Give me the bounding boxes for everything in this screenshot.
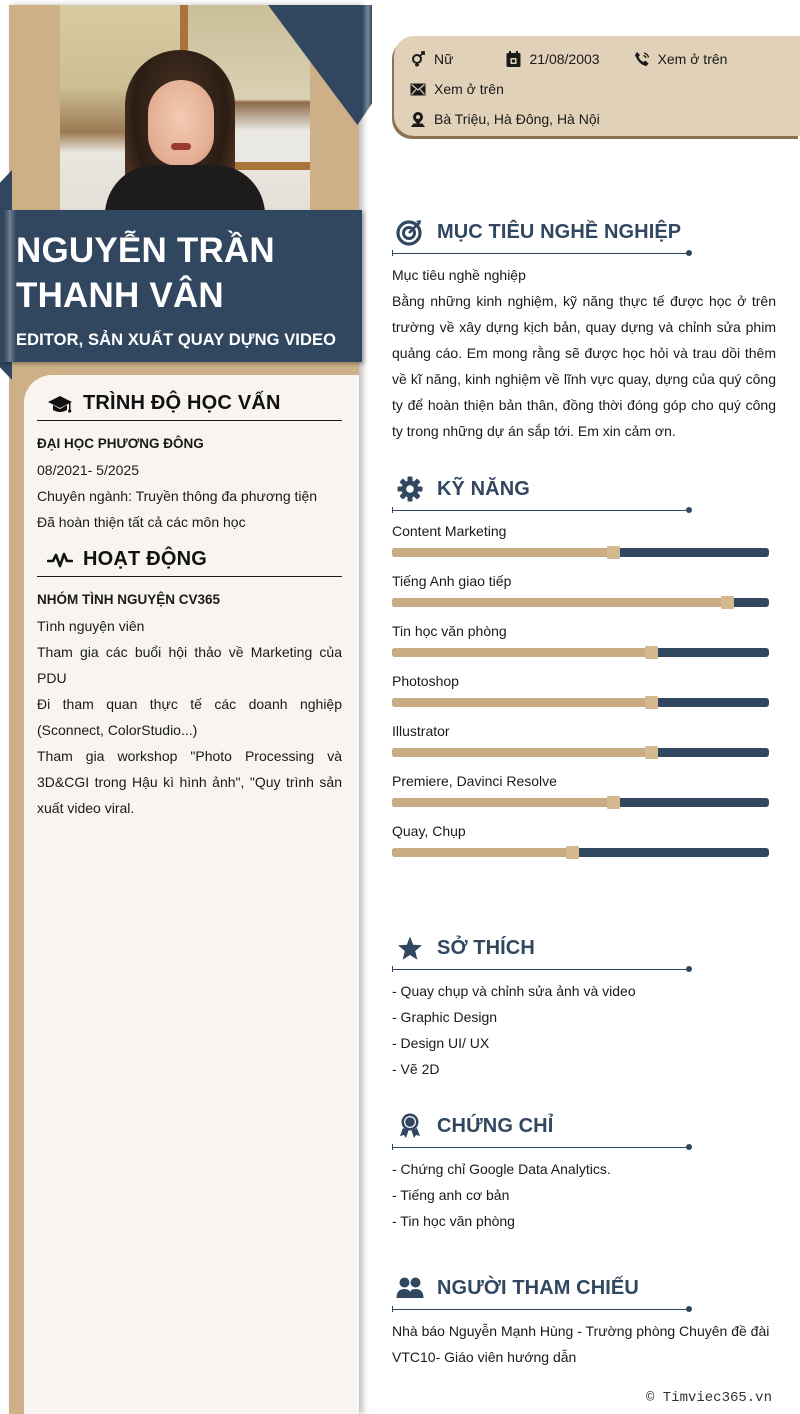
skills-header — [392, 471, 776, 507]
contact-address — [410, 111, 600, 127]
activities-body — [37, 577, 342, 821]
skill-label: Quay, Chụp — [392, 823, 466, 839]
gear-icon — [396, 475, 424, 503]
skill-label: Premiere, Davinci Resolve — [392, 773, 557, 789]
skill-level-bar — [392, 698, 769, 707]
gender-value: Nữ — [434, 51, 454, 67]
photo-lips — [171, 143, 191, 150]
skill-level-marker — [566, 846, 579, 859]
contact-row-1 — [410, 44, 800, 74]
skill-label: Tin học văn phòng — [392, 623, 507, 639]
skill-level-fill — [392, 848, 573, 857]
skill-level-fill — [392, 748, 652, 757]
certificate-item: - Tiếng anh cơ bản — [392, 1187, 510, 1203]
activity-role: Tình nguyện viên — [37, 618, 145, 634]
school-name: ĐẠI HỌC PHƯƠNG ĐÔNG — [37, 436, 204, 451]
certificates-divider — [392, 1144, 692, 1150]
skill-item — [392, 571, 776, 607]
certificates-body — [392, 1150, 776, 1234]
certificates-header — [392, 1108, 776, 1144]
heartbeat-icon — [47, 549, 73, 571]
skill-label: Tiếng Anh giao tiếp — [392, 573, 512, 589]
skill-level-marker — [607, 796, 620, 809]
certificates-title: CHỨNG CHỈ — [437, 1114, 554, 1137]
references-title: NGƯỜI THAM CHIẾU — [437, 1276, 639, 1299]
references-body — [392, 1312, 776, 1370]
skill-level-fill — [392, 648, 652, 657]
skill-level-marker — [645, 746, 658, 759]
skill-label: Content Marketing — [392, 523, 507, 539]
job-title: EDITOR, SẢN XUẤT QUAY DỰNG VIDEO — [16, 331, 337, 349]
location-icon — [410, 111, 426, 127]
reference-text: Nhà báo Nguyễn Mạnh Hùng - Trường phòng Chuyên đề đài VTC10- Giáo viên hướng dẫn — [392, 1323, 770, 1365]
contact-gender — [410, 51, 453, 67]
skills-section — [392, 471, 776, 871]
skill-level-bar — [392, 598, 769, 607]
photo-face — [148, 80, 214, 166]
skill-level-bar — [392, 748, 769, 757]
skill-level-fill — [392, 798, 614, 807]
hobby-item: - Vẽ 2D — [392, 1061, 440, 1077]
contact-birthday — [505, 51, 599, 67]
hobby-item: - Design UI/ UX — [392, 1035, 490, 1051]
full-name-line-2: THANH VÂN — [16, 276, 224, 315]
phone-icon — [634, 51, 650, 67]
education-body — [37, 421, 342, 535]
objective-subtitle: Mục tiêu nghề nghiệp — [392, 267, 526, 283]
skill-level-bar — [392, 798, 769, 807]
skill-level-marker — [721, 596, 734, 609]
skill-item — [392, 621, 776, 657]
certificates-section — [392, 1108, 776, 1234]
hobbies-divider — [392, 966, 692, 972]
skill-level-fill — [392, 698, 652, 707]
skill-level-marker — [607, 546, 620, 559]
objective-divider — [392, 250, 692, 256]
skill-item — [392, 721, 776, 757]
certificate-item: - Chứng chỉ Google Data Analytics. — [392, 1161, 611, 1177]
education-section — [37, 387, 342, 535]
activities-section — [37, 543, 342, 821]
award-icon — [396, 1112, 424, 1140]
skill-item — [392, 671, 776, 707]
skill-label: Photoshop — [392, 673, 459, 689]
activity-item: Tham gia các buổi hội thảo về Marketing của PDU — [37, 644, 342, 686]
name-banner — [0, 210, 362, 362]
skills-divider — [392, 507, 692, 513]
contact-email — [410, 81, 504, 97]
skills-title: KỸ NĂNG — [437, 477, 530, 500]
birthday-value: 21/08/2003 — [529, 51, 600, 67]
activity-org: NHÓM TÌNH NGUYỆN CV365 — [37, 592, 221, 607]
skill-item — [392, 521, 776, 557]
address-value: Bà Triệu, Hà Đông, Hà Nội — [434, 111, 600, 127]
education-period: 08/2021- 5/2025 — [37, 462, 139, 478]
skill-item — [392, 821, 776, 857]
activity-item: Tham gia workshop "Photo Processing và 3D&CGI trong Hậu kì hình ảnh", "Quy trình sản xuất video viral. — [37, 748, 342, 816]
envelope-icon — [410, 81, 426, 97]
education-header — [37, 387, 342, 421]
certificate-item: - Tin học văn phòng — [392, 1213, 515, 1229]
star-icon — [396, 934, 424, 962]
profile-photo — [60, 5, 310, 210]
hobbies-body — [392, 972, 776, 1082]
references-section — [392, 1270, 776, 1370]
left-panel — [24, 375, 359, 1414]
hobby-item: - Quay chụp và chỉnh sửa ảnh và video — [392, 983, 636, 999]
skill-level-bar — [392, 648, 769, 657]
copyright-footer: © Timviec365.vn — [645, 1390, 772, 1406]
objective-text: Bằng những kinh nghiệm, kỹ năng thực tế được học ở trên trường về xây dựng kịch bản, quay dựng và chỉnh sửa phim quảng cáo. Em mong rằng sẽ được học hỏi và trau dồi thêm về kĩ năng, kinh nghiệm về lĩnh vực quay, dựng của quý công ty để hoàn thiện bản thân, đồng thời đóng góp cho quý công ty trong những dự án sắp tới. Em xin cảm ơn. — [392, 293, 776, 439]
objective-section — [392, 214, 776, 444]
contact-phone — [634, 51, 728, 67]
photo-body — [105, 165, 265, 210]
hobbies-title: SỞ THÍCH — [437, 936, 535, 959]
contact-box — [394, 36, 800, 136]
contact-row-3 — [410, 104, 800, 134]
objective-title: MỤC TIÊU NGHỀ NGHIỆP — [437, 220, 682, 243]
references-divider — [392, 1306, 692, 1312]
education-note: Đã hoàn thiện tất cả các môn học — [37, 514, 246, 530]
activity-item: Đi tham quan thực tế các doanh nghiệp (Sconnect, ColorStudio...) — [37, 696, 342, 738]
skill-level-marker — [645, 696, 658, 709]
hobbies-header — [392, 930, 776, 966]
calendar-icon — [505, 51, 521, 67]
users-icon — [396, 1274, 424, 1302]
skill-level-fill — [392, 598, 728, 607]
activities-header — [37, 543, 342, 577]
gender-icon — [410, 51, 426, 67]
email-value: Xem ở trên — [434, 81, 504, 97]
education-major: Chuyên ngành: Truyền thông đa phương tiện — [37, 488, 318, 504]
education-title: TRÌNH ĐỘ HỌC VẤN — [83, 392, 281, 414]
skill-label: Illustrator — [392, 723, 450, 739]
full-name-line-1: NGUYỄN TRẦN — [16, 231, 275, 270]
graduation-cap-icon — [47, 393, 73, 415]
references-header — [392, 1270, 776, 1306]
skill-level-marker — [645, 646, 658, 659]
phone-value: Xem ở trên — [657, 51, 728, 67]
skills-list — [392, 513, 776, 857]
contact-row-2 — [410, 74, 800, 104]
target-icon — [396, 218, 424, 246]
skill-level-bar — [392, 848, 769, 857]
hobby-item: - Graphic Design — [392, 1009, 498, 1025]
skill-level-bar — [392, 548, 769, 557]
skill-item — [392, 771, 776, 807]
hobbies-section — [392, 930, 776, 1082]
objective-header — [392, 214, 776, 250]
activities-title: HOẠT ĐỘNG — [83, 548, 208, 570]
skill-level-fill — [392, 548, 614, 557]
objective-body — [392, 256, 776, 444]
